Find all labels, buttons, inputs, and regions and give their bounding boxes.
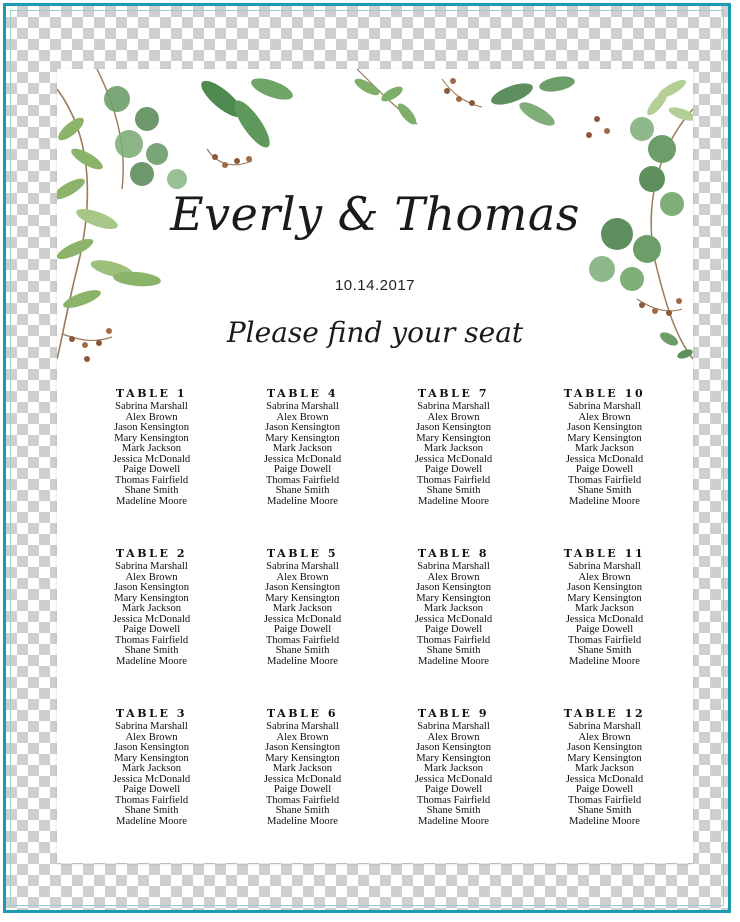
guest-name: Sabrina Marshall: [417, 401, 490, 412]
guest-name: Thomas Fairfield: [265, 474, 340, 486]
table-block: [76, 546, 227, 667]
guest-name: Alex Brown: [276, 571, 329, 583]
guest-name: Thomas Fairfield: [567, 794, 642, 806]
table-title: TABLE 4: [266, 387, 339, 400]
guest-name: Alex Brown: [427, 571, 480, 583]
image-frame: [3, 3, 731, 913]
guest-name: Mary Kensington: [114, 432, 189, 444]
guest-name: Mary Kensington: [567, 592, 642, 604]
guest-name: Sabrina Marshall: [115, 721, 188, 732]
guest-name: Alex Brown: [427, 731, 480, 743]
guest-name: Mark Jackson: [121, 763, 182, 774]
guest-name: Paige Dowell: [273, 624, 332, 635]
table-title: TABLE 11: [563, 547, 646, 560]
guest-name: Sabrina Marshall: [417, 561, 490, 572]
table-block: [529, 546, 680, 667]
large-leaf-icon: [196, 74, 295, 152]
guest-name: Jessica McDonald: [414, 453, 493, 465]
guest-name: Alex Brown: [125, 731, 178, 743]
guest-name: Shane Smith: [577, 805, 632, 816]
guest-name: Madeline Moore: [116, 495, 187, 507]
guest-name: Paige Dowell: [424, 464, 483, 475]
guest-name: Jason Kensington: [264, 742, 341, 753]
table-block: [529, 706, 680, 827]
table-title: TABLE 6: [266, 707, 339, 720]
guest-name: Madeline Moore: [267, 495, 338, 507]
top-sprigs: [352, 69, 576, 130]
guest-name: Mark Jackson: [423, 603, 484, 614]
guest-name: Mark Jackson: [272, 603, 333, 614]
guest-name: Thomas Fairfield: [114, 634, 189, 646]
guest-name: Jason Kensington: [566, 742, 643, 753]
guest-name: Mary Kensington: [416, 752, 491, 764]
table-block: [378, 386, 529, 507]
guest-name: Mark Jackson: [423, 443, 484, 454]
guest-name: Jason Kensington: [113, 742, 190, 753]
guest-name: Madeline Moore: [569, 495, 640, 507]
guest-name: Madeline Moore: [569, 655, 640, 667]
guest-name: Paige Dowell: [273, 464, 332, 475]
tagline: Please find your seat: [226, 316, 524, 349]
guest-name: Jason Kensington: [415, 422, 492, 433]
guest-name: Sabrina Marshall: [266, 721, 339, 732]
guest-name: Alex Brown: [427, 411, 480, 423]
guest-name: Madeline Moore: [116, 655, 187, 667]
guest-name: Alex Brown: [578, 571, 631, 583]
wedding-date: 10.14.2017: [334, 277, 416, 294]
table-title: TABLE 7: [417, 387, 490, 400]
table-block: [378, 546, 529, 667]
guest-name: Jessica McDonald: [263, 613, 342, 625]
couple-names: Everly & Thomas: [170, 187, 580, 241]
guest-name: Madeline Moore: [418, 815, 489, 827]
guest-name: Paige Dowell: [122, 784, 181, 795]
guest-name: Thomas Fairfield: [114, 474, 189, 486]
guest-name: Paige Dowell: [575, 464, 634, 475]
guest-name: Mark Jackson: [272, 763, 333, 774]
guest-name: Alex Brown: [578, 411, 631, 423]
guest-name: Mark Jackson: [272, 443, 333, 454]
guest-name: Mary Kensington: [567, 752, 642, 764]
table-title: TABLE 10: [563, 387, 646, 400]
guest-name: Mark Jackson: [423, 763, 484, 774]
guest-name: Madeline Moore: [267, 815, 338, 827]
guest-name: Jessica McDonald: [112, 453, 191, 465]
guest-name: Jessica McDonald: [565, 773, 644, 785]
guest-name: Alex Brown: [125, 411, 178, 423]
guest-name: Jessica McDonald: [565, 613, 644, 625]
guest-name: Jessica McDonald: [263, 773, 342, 785]
guest-name: Shane Smith: [124, 485, 179, 496]
guest-name: Mark Jackson: [574, 443, 635, 454]
guest-name: Madeline Moore: [418, 655, 489, 667]
table-block: [76, 706, 227, 827]
guest-name: Jessica McDonald: [565, 453, 644, 465]
guest-name: Jessica McDonald: [112, 613, 191, 625]
guest-name: Paige Dowell: [122, 464, 181, 475]
guest-name: Paige Dowell: [575, 624, 634, 635]
guest-name: Paige Dowell: [122, 624, 181, 635]
guest-name: Sabrina Marshall: [115, 561, 188, 572]
table-block: [227, 546, 378, 667]
guest-name: Jason Kensington: [264, 582, 341, 593]
guest-name: Sabrina Marshall: [417, 721, 490, 732]
guest-name: Jason Kensington: [415, 742, 492, 753]
guest-name: Mary Kensington: [265, 432, 340, 444]
guest-name: Shane Smith: [124, 645, 179, 656]
table-title: TABLE 1: [115, 387, 188, 400]
guest-name: Shane Smith: [124, 805, 179, 816]
guest-name: Jessica McDonald: [112, 773, 191, 785]
table-block: [227, 386, 378, 507]
guest-name: Paige Dowell: [424, 624, 483, 635]
guest-name: Sabrina Marshall: [568, 721, 641, 732]
guest-name: Mary Kensington: [567, 432, 642, 444]
guest-name: Mary Kensington: [114, 752, 189, 764]
seating-chart-card: [57, 69, 693, 863]
guest-name: Alex Brown: [276, 411, 329, 423]
guest-name: Thomas Fairfield: [416, 634, 491, 646]
fern-sprig-icon: [644, 77, 693, 124]
guest-name: Mark Jackson: [574, 603, 635, 614]
guest-name: Thomas Fairfield: [265, 634, 340, 646]
guest-name: Paige Dowell: [575, 784, 634, 795]
guest-name: Mary Kensington: [265, 752, 340, 764]
guest-name: Alex Brown: [578, 731, 631, 743]
guest-name: Mary Kensington: [114, 592, 189, 604]
table-block: [378, 706, 529, 827]
guest-name: Paige Dowell: [273, 784, 332, 795]
guest-name: Shane Smith: [426, 805, 481, 816]
table-block: [76, 386, 227, 507]
guest-name: Shane Smith: [426, 645, 481, 656]
guest-name: Alex Brown: [125, 571, 178, 583]
table-title: TABLE 9: [417, 707, 490, 720]
berry-branch-icon: [442, 78, 482, 107]
guest-name: Alex Brown: [276, 731, 329, 743]
guest-name: Madeline Moore: [418, 495, 489, 507]
guest-name: Mary Kensington: [265, 592, 340, 604]
guest-name: Sabrina Marshall: [266, 561, 339, 572]
guest-name: Sabrina Marshall: [568, 561, 641, 572]
guest-name: Jason Kensington: [566, 582, 643, 593]
guest-name: Jason Kensington: [264, 422, 341, 433]
guest-name: Mark Jackson: [121, 603, 182, 614]
guest-name: Sabrina Marshall: [115, 401, 188, 412]
guest-name: Shane Smith: [275, 645, 330, 656]
guest-name: Mark Jackson: [121, 443, 182, 454]
guest-name: Thomas Fairfield: [416, 794, 491, 806]
guest-name: Shane Smith: [577, 485, 632, 496]
guest-name: Jessica McDonald: [414, 613, 493, 625]
guest-name: Shane Smith: [426, 485, 481, 496]
guest-name: Jason Kensington: [113, 582, 190, 593]
table-title: TABLE 3: [115, 707, 188, 720]
guest-name: Sabrina Marshall: [568, 401, 641, 412]
guest-name: Sabrina Marshall: [266, 401, 339, 412]
guest-name: Thomas Fairfield: [567, 474, 642, 486]
guest-name: Shane Smith: [275, 805, 330, 816]
guest-name: Madeline Moore: [116, 815, 187, 827]
eucalyptus-leaf-icon: [104, 86, 187, 189]
guest-name: Thomas Fairfield: [567, 634, 642, 646]
table-title: TABLE 2: [115, 547, 188, 560]
guest-name: Shane Smith: [275, 485, 330, 496]
table-title: TABLE 8: [417, 547, 490, 560]
table-title: TABLE 12: [563, 707, 646, 720]
guest-name: Jason Kensington: [566, 422, 643, 433]
guest-name: Jason Kensington: [113, 422, 190, 433]
guest-name: Madeline Moore: [569, 815, 640, 827]
guest-name: Mary Kensington: [416, 432, 491, 444]
guest-name: Mary Kensington: [416, 592, 491, 604]
table-block: [227, 706, 378, 827]
guest-name: Thomas Fairfield: [265, 794, 340, 806]
table-block: [529, 386, 680, 507]
guest-name: Jessica McDonald: [414, 773, 493, 785]
guest-name: Paige Dowell: [424, 784, 483, 795]
table-title: TABLE 5: [266, 547, 339, 560]
guest-name: Mark Jackson: [574, 763, 635, 774]
guest-name: Thomas Fairfield: [416, 474, 491, 486]
guest-name: Jessica McDonald: [263, 453, 342, 465]
guest-name: Thomas Fairfield: [114, 794, 189, 806]
guest-name: Shane Smith: [577, 645, 632, 656]
guest-name: Jason Kensington: [415, 582, 492, 593]
guest-name: Madeline Moore: [267, 655, 338, 667]
